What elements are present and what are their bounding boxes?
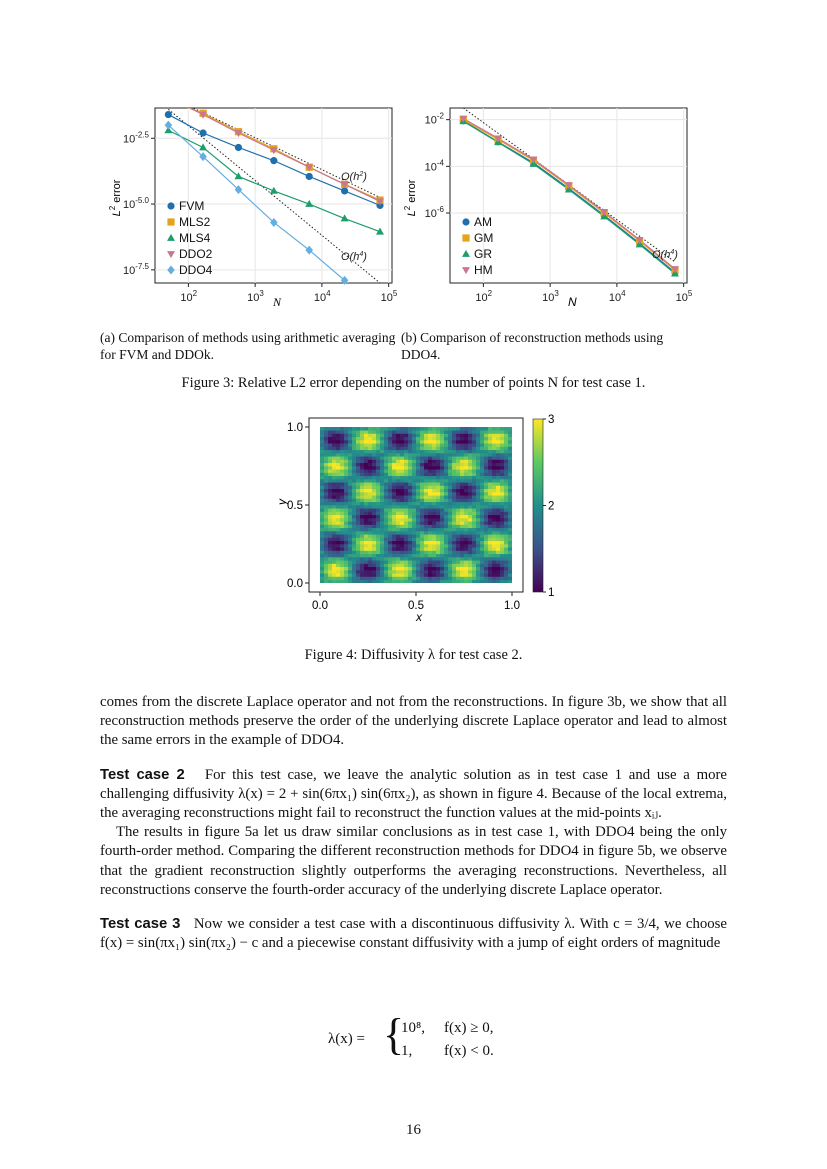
- y-tick-label: $10^{-5.0}$: [122, 196, 149, 212]
- fig3a-ylabel: $L^2$ error: [108, 179, 123, 217]
- equation-lambda: [328, 1010, 528, 1063]
- eq-case1-condition: f(x) ≥ 0,: [444, 1020, 494, 1036]
- data-point-fvm: [165, 111, 172, 118]
- legend-label-mls2: MLS2: [179, 215, 211, 229]
- fig3a-caption: (a) Comparison of methods using arithmetic averaging for FVM and DDOk.: [100, 330, 396, 362]
- fig4-x-tick-label: 0.0: [312, 600, 328, 612]
- x-tick-label: $10^4$: [313, 289, 331, 304]
- reference-label: $O(h^2)$: [341, 171, 367, 183]
- colorbar-tick-label: 3: [548, 414, 555, 426]
- legend-label-gr: GR: [474, 247, 492, 261]
- fig4-ylabel: y: [275, 499, 289, 505]
- y-tick-label: $10^{-2.5}$: [122, 130, 149, 146]
- legend-label-fvm: FVM: [179, 199, 205, 213]
- data-point-fvm: [270, 157, 277, 164]
- legend-marker-fvm: [167, 202, 174, 209]
- page-number: 16: [406, 1122, 421, 1138]
- figure-3a-chart: [105, 100, 400, 315]
- test-case-2-heading: Test case 2: [100, 766, 185, 783]
- x-tick-label: $10^3$: [542, 289, 559, 304]
- fig4-caption: Figure 4: Diffusivity λ for test case 2.: [304, 647, 523, 663]
- y-tick-label: $10^{-4}$: [424, 158, 444, 174]
- data-point-fvm: [235, 144, 242, 151]
- body-text: [100, 693, 727, 953]
- test-case-2-body: For this test case, we leave the analytic solution as in test case 1 and use a more challenging diffusivity λ(x) = 2 + sin(6πx₁) sin(6πx₂), as shown in figure 4. Because of the local extrema, the averaging reconstructions might fail to reconstruct the function values at the mid-points xᵢⱼ.: [100, 766, 727, 822]
- fig3a-xlabel: N: [273, 295, 282, 309]
- eq-lhs: λ(x) =: [328, 1031, 365, 1047]
- colorbar-tick-label: 2: [548, 500, 555, 513]
- reference-label: $O(h^4)$: [652, 249, 678, 261]
- fig4-colorbar: [533, 419, 543, 592]
- legend-marker-am: [462, 218, 469, 225]
- data-point-fvm: [199, 129, 206, 136]
- fig4-y-tick-label: 0.5: [287, 500, 303, 512]
- legend-marker-gm: [462, 234, 469, 241]
- fig4-x-tick-label: 1.0: [504, 600, 520, 612]
- figure-4-heatmap: [275, 410, 575, 635]
- colorbar-tick-label: 1: [548, 587, 555, 599]
- legend-marker-mls2: [167, 218, 174, 225]
- x-tick-label: $10^5$: [380, 289, 398, 304]
- fig4-x-tick-label: 0.5: [408, 600, 424, 612]
- legend-label-am: AM: [474, 215, 492, 229]
- x-tick-label: $10^5$: [675, 289, 693, 304]
- legend-label-gm: GM: [474, 231, 494, 245]
- eq-brace: {: [383, 1010, 405, 1059]
- legend-label-mls4: MLS4: [179, 231, 211, 245]
- paragraph-1: comes from the discrete Laplace operator and not from the reconstructions. In figure 3b, we show that all reconstruction methods preserve the order of the underlying discrete Laplace operator and lead to almost the same errors in the example of DDO4.: [100, 694, 727, 749]
- fig3b-ylabel: $L^2$ error: [403, 179, 418, 217]
- test-case-3-body: Now we consider a test case with a discontinuous diffusivity λ. With c = 3/4, we choose f(x) = sin(πx₁) sin(πx₂) − c and a piecewise constant diffusivity with a jump of eight orders of magnitude: [100, 916, 727, 952]
- reference-label: $O(h^4)$: [341, 251, 367, 263]
- x-tick-label: $10^4$: [608, 289, 626, 304]
- eq-case1-value: 10⁸,: [401, 1020, 425, 1036]
- y-tick-label: $10^{-6}$: [424, 205, 444, 220]
- fig3b-caption: (b) Comparison of reconstruction methods using DDO4.: [401, 330, 664, 362]
- legend-label-hm: HM: [474, 263, 493, 277]
- fig4-xlabel: x: [416, 610, 422, 624]
- paragraph-test-case-3: [100, 915, 727, 953]
- eq-case2-value: 1,: [401, 1043, 413, 1059]
- y-tick-label: $10^{-7.5}$: [122, 261, 149, 277]
- legend-label-ddo2: DDO2: [179, 247, 213, 261]
- fig3-caption: Figure 3: Relative L2 error depending on the number of points N for test case 1.: [181, 375, 646, 391]
- data-point-fvm: [306, 173, 313, 180]
- legend-label-ddo4: DDO4: [179, 263, 213, 277]
- paragraph-test-case-2: [100, 766, 727, 824]
- x-tick-label: $10^2$: [475, 289, 493, 304]
- fig3b-xlabel: N: [568, 295, 577, 309]
- y-tick-label: $10^{-2}$: [424, 111, 444, 127]
- paragraph-3: The results in figure 5a let us draw similar conclusions as in test case 1, with DDO4 being the only fourth-order method. Comparing the different reconstruction methods for DDO4 in figure 5b, we observe that the gradient reconstruction slightly outperforms the averaging reconstructions. Nevertheless, all reconstructions conserve the fourth-order accuracy of the underlying discrete Laplace operator.: [100, 824, 727, 898]
- test-case-3-heading: Test case 3: [100, 916, 181, 933]
- eq-case2-condition: f(x) < 0.: [444, 1043, 494, 1059]
- x-tick-label: $10^3$: [247, 289, 264, 304]
- x-tick-label: $10^2$: [180, 289, 198, 304]
- fig4-y-tick-label: 1.0: [287, 422, 303, 434]
- fig4-y-tick-label: 0.0: [287, 578, 303, 590]
- figure-3b-chart: [400, 100, 695, 315]
